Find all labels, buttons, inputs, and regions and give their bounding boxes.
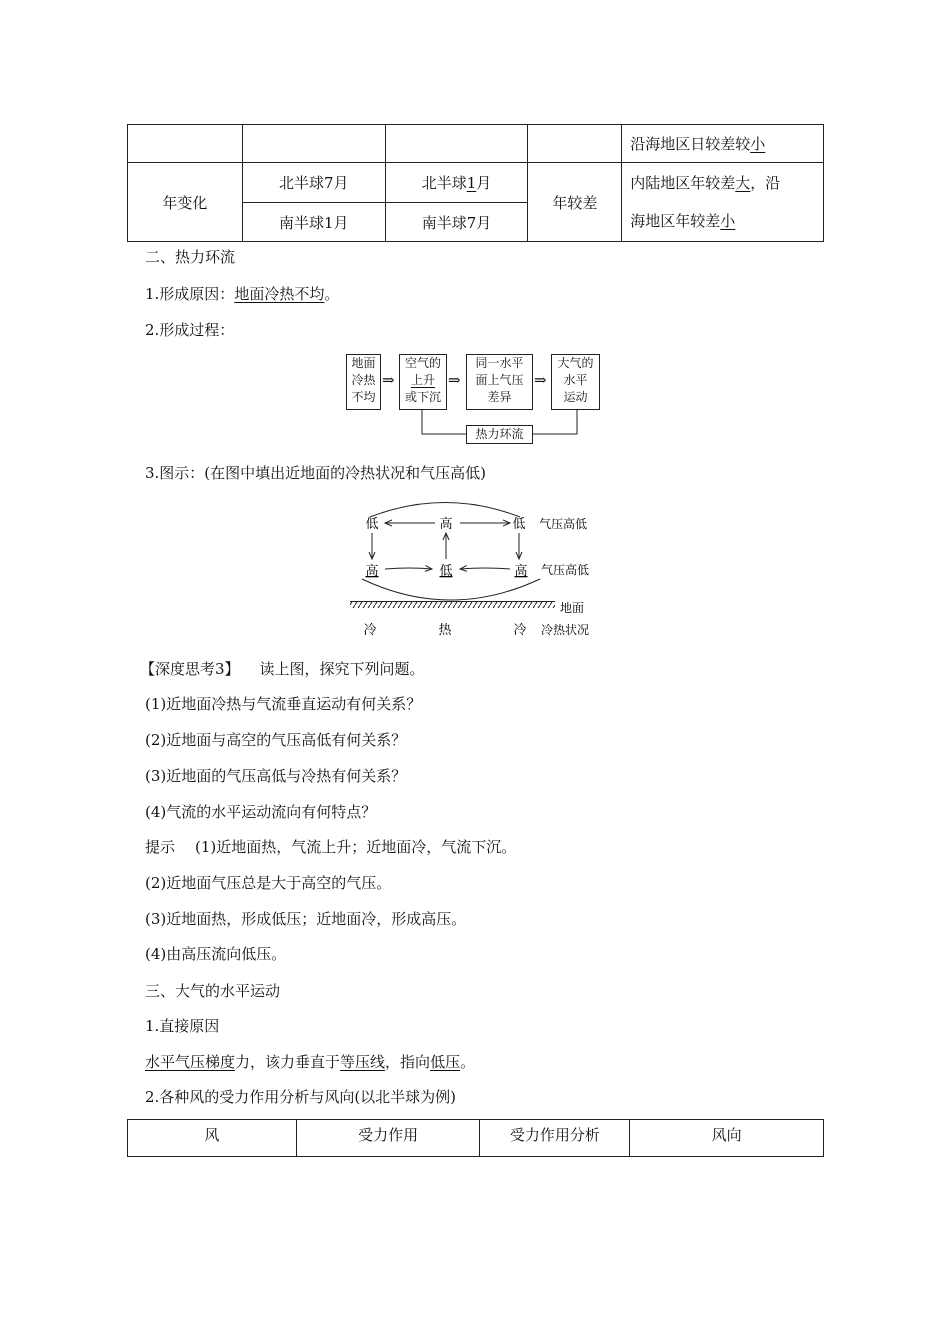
table-header-force: 受力作用 — [296, 1120, 480, 1157]
annual-change-label: 年变化 — [128, 163, 243, 242]
bottom-right-pressure: 高 — [514, 564, 528, 579]
top-mid-pressure: 高 — [439, 517, 453, 532]
answer-2: (2)近地面气压总是大于高空的气压。 — [145, 874, 392, 892]
table-cell — [528, 125, 622, 163]
north-hemisphere-january: 北半球1月 — [385, 163, 528, 203]
top-right-pressure: 低 — [512, 517, 526, 532]
coastal-daily-range-answer: 小 — [750, 135, 766, 153]
formation-cause: 1.形成原因：地面冷热不均。 — [145, 285, 340, 303]
thermal-circulation-figure — [340, 493, 620, 643]
flow-arrow-icon: ⇒ — [448, 371, 461, 389]
top-left-pressure: 低 — [365, 517, 379, 532]
table-header-wind-direction: 风向 — [630, 1120, 824, 1157]
flow-box-horizontal-motion: 大气的 水平 运动 — [551, 354, 600, 410]
temperature-note: 冷热状况 — [541, 623, 590, 637]
answer-1: 提示 (1)近地面热，气流上升；近地面冷，气流下沉。 — [145, 838, 517, 856]
deep-thinking-header: 【深度思考3】 读上图，探究下列问题。 — [140, 660, 425, 678]
bottom-mid-pressure: 低 — [439, 564, 453, 579]
flow-box-ground-temperature: 地面 冷热 不均 — [346, 354, 381, 410]
annual-range-description: 内陆地区年较差大，沿 海地区年较差小 — [622, 163, 824, 242]
question-2: (2)近地面与高空的气压高低有何关系？ — [145, 731, 407, 749]
formation-process-label: 2.形成过程： — [145, 321, 235, 339]
south-hemisphere-january: 南半球1月 — [242, 203, 385, 242]
ground-hatching — [350, 602, 555, 608]
north-hemisphere-july: 北半球7月 — [242, 163, 385, 203]
question-3: (3)近地面的气压高低与冷热有何关系？ — [145, 767, 407, 785]
direct-cause-label: 1.直接原因 — [145, 1017, 220, 1035]
flow-arrow-icon: ⇒ — [534, 371, 547, 389]
flow-box-pressure-difference: 同一水平 面上气压 差异 — [466, 354, 533, 410]
top-pressure-note: 气压高低 — [539, 517, 588, 531]
near-surface-arc — [362, 579, 540, 600]
question-4: (4)气流的水平运动流向有何特点？ — [145, 803, 377, 821]
table-cell — [385, 125, 528, 163]
section-heading-thermal-circulation: 二、热力环流 — [145, 248, 236, 266]
annual-range-label: 年较差 — [528, 163, 622, 242]
answer-4: (4)由高压流向低压。 — [145, 945, 287, 963]
table-header-force-analysis: 受力作用分析 — [480, 1120, 630, 1157]
coastal-daily-range-text: 沿海地区日较差较 — [630, 135, 751, 153]
table-cell — [622, 125, 824, 163]
wind-force-table — [127, 1119, 824, 1157]
figure-label: 3.图示：(在图中填出近地面的冷热状况和气压高低) — [145, 464, 487, 482]
wind-analysis-label: 2.各种风的受力作用分析与风向(以北半球为例) — [145, 1088, 457, 1106]
section-heading-horizontal-motion: 三、大气的水平运动 — [145, 982, 281, 1000]
flow-box-vertical-motion: 空气的 上升 或下沉 — [399, 354, 447, 410]
bottom-left-pressure: 高 — [365, 564, 379, 579]
bottom-pressure-note: 气压高低 — [541, 563, 590, 577]
flow-arrow-icon: ⇒ — [382, 371, 395, 389]
flow-box-thermal-circulation: 热力环流 — [466, 425, 533, 444]
mid-temperature: 热 — [438, 623, 452, 638]
answer-3: (3)近地面热，形成低压；近地面冷，形成高压。 — [145, 910, 467, 928]
temperature-range-table — [127, 124, 824, 242]
table-cell — [128, 125, 243, 163]
south-hemisphere-july: 南半球7月 — [385, 203, 528, 242]
upper-air-arc — [370, 503, 520, 518]
right-temperature: 冷 — [513, 623, 527, 638]
ground-label: 地面 — [560, 601, 585, 615]
table-header-wind: 风 — [128, 1120, 297, 1157]
table-cell — [242, 125, 385, 163]
question-1: (1)近地面冷热与气流垂直运动有何关系？ — [145, 695, 422, 713]
left-temperature: 冷 — [363, 623, 377, 638]
direct-cause-text: 水平气压梯度力，该力垂直于等压线，指向低压。 — [145, 1053, 476, 1071]
